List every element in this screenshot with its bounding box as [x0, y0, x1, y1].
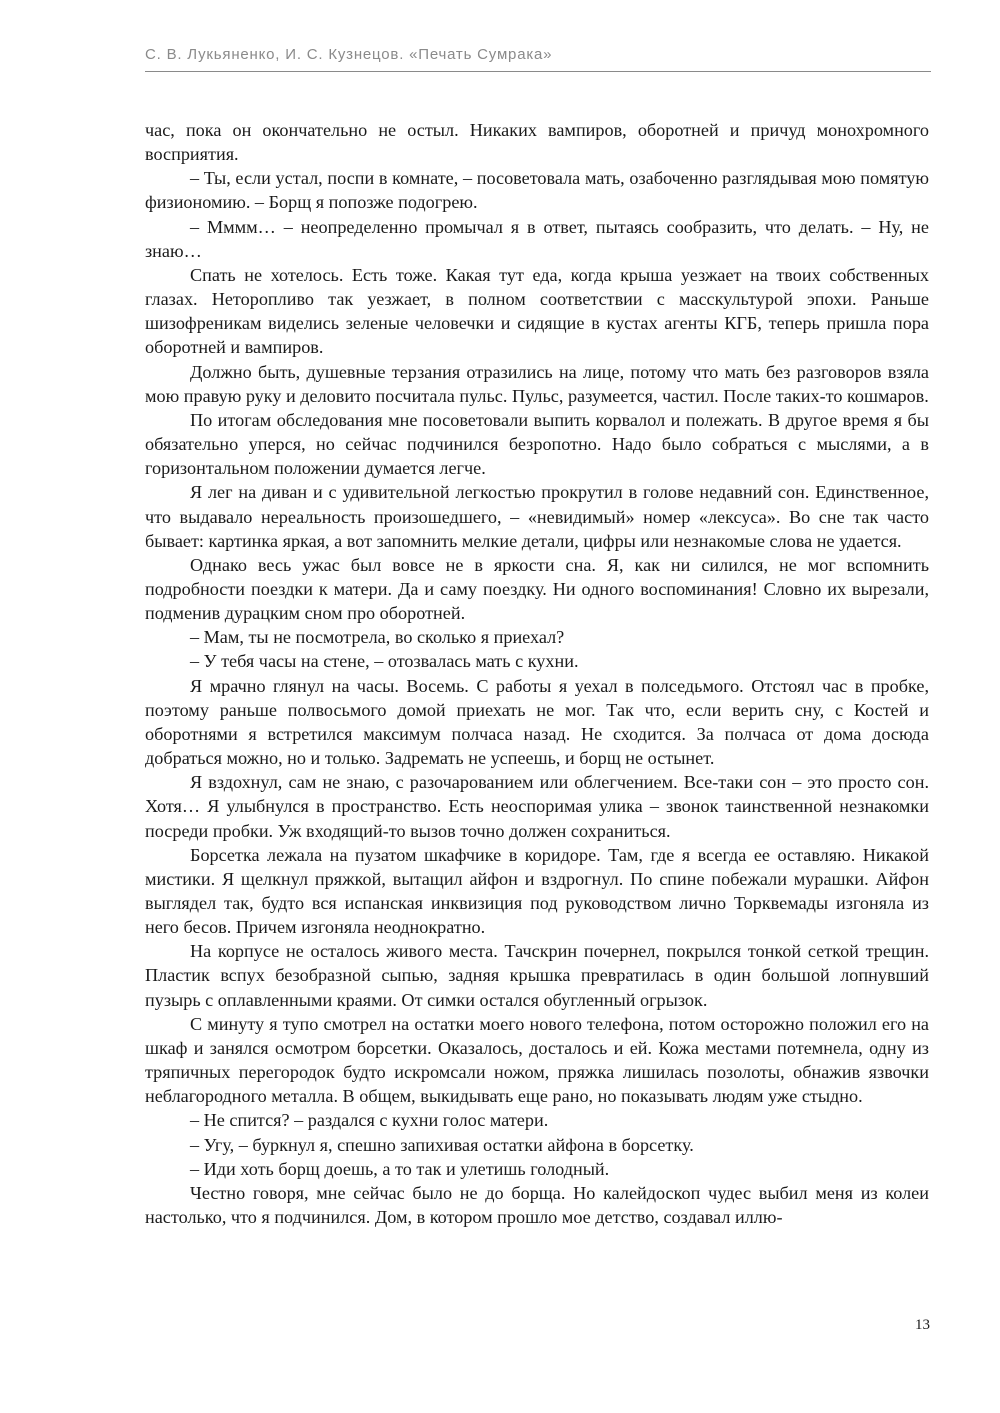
paragraph: – Иди хоть борщ доешь, а то так и улетишь голодный. [190, 1158, 610, 1179]
running-header: С. В. Лукьяненко, И. С. Кузнецов. «Печать Сумрака» [145, 46, 553, 63]
paragraph: С минуту я тупо смотрел на остатки моего нового телефона, потом осторожно положил его на шкаф и занялся осмотром борсетки. Оказалось, досталось и ей. Кожа местами потемнела, одну из тряпичных перегородок будто искромсали ножом, пряжка лишилась позолоты, обнажив язвочки неблагородного металла. В общем, выкидывать еще рано, но показывать людям уже стыдно. [145, 1013, 929, 1107]
paragraph: Я мрачно глянул на часы. Восемь. С работы я уехал в полседьмого. Отстоял час в пробке, поэтому раньше полвосьмого домой приехать не мог. Так что, если верить сну, с Костей и оборотнями я встретился максимум полчаса назад. Не сходится. За полчаса от дома досюда добраться можно, но и только. Задремать не успеешь, и борщ не остынет. [145, 675, 929, 769]
header-divider [145, 71, 931, 72]
paragraph: По итогам обследования мне посоветовали выпить корвалол и полежать. В другое время я бы обязательно уперся, но сейчас подчинился безропотно. Надо было собраться с мыслями, а в горизонтальном положении думается легче. [145, 409, 929, 479]
paragraph: час, пока он окончательно не остыл. Никаких вампиров, оборотней и причуд монохромного восприятия. [145, 120, 929, 165]
paragraph: Спать не хотелось. Есть тоже. Какая тут еда, когда крыша уезжает на твоих собственных глазах. Неторопливо так уезжает, в полном соответствии с масскультурой эпохи. Раньше шизофреникам виделись зеленые человечки и сидящие в кустах агенты КГБ, теперь пришла пора оборотней и вампиров. [145, 264, 929, 358]
paragraph: – Угу, – буркнул я, спешно запихивая остатки айфона в борсетку. [190, 1134, 694, 1155]
paragraph: Борсетка лежала на пузатом шкафчике в коридоре. Там, где я всегда ее оставляю. Никакой мистики. Я щелкнул пряжкой, вытащил айфон и вздрогнул. По спине побежали мурашки. Айфон выглядел так, будто вся испанская инквизиция под руководством лично Торквемады изгоняла из него бесов. Причем изгоняла неоднократно. [145, 844, 929, 938]
paragraph: Честно говоря, мне сейчас было не до борща. Но калейдоскоп чудес выбил меня из колеи настолько, что я подчинился. Дом, в котором прошло мое детство, создавал иллю- [145, 1182, 929, 1228]
paragraph: Я лег на диван и с удивительной легкостью прокрутил в голове недавний сон. Единственное, что выдавало нереальность произошедшего, – «невидимый» номер «лексуса». Во сне так часто бывает: картинка яркая, а вот запомнить мелкие детали, цифры или незнакомые слова не удается. [145, 482, 929, 551]
paragraph: – У тебя часы на стене, – отозвалась мать с кухни. [190, 651, 579, 672]
paragraph: На корпусе не осталось живого места. Тачскрин почернел, покрылся тонкой сеткой трещин. Пластик вспух безобразной сыпью, задняя крышка превратилась в один большой лопнувший пузырь с оплавленными краями. От симки остался обугленный огрызок. [145, 941, 929, 1010]
paragraph: – Мммм… – неопределенно промычал я в ответ, пытаясь сообразить, что делать. – Ну, не знаю… [145, 216, 929, 261]
paragraph: – Не спится? – раздался с кухни голос матери. [190, 1110, 549, 1131]
paragraph: – Ты, если устал, поспи в комнате, – посоветовала мать, озабоченно разглядывая мою помятую физиономию. – Борщ я попозже подогрею. [145, 168, 929, 213]
page-number: 13 [915, 1317, 930, 1333]
paragraph: – Мам, ты не посмотрела, во сколько я приехал? [190, 627, 565, 648]
paragraph: Я вздохнул, сам не знаю, с разочарованием или облегчением. Все-таки сон – это просто сон. Хотя… Я улыбнулся в пространство. Есть неоспоримая улика – звонок таинственной незнакомки посреди пробки. Уж входящий-то вызов точно должен сохраниться. [145, 772, 929, 841]
paragraph: Должно быть, душевные терзания отразились на лице, потому что мать без разговоров взяла мою правую руку и деловито посчитала пульс. Пульс, разумеется, частил. После таких-то кошмаров. [145, 361, 929, 406]
paragraph: Однако весь ужас был вовсе не в яркости сна. Я, как ни силился, не мог вспомнить подробности поездки к матери. Да и саму поездку. Ни одного воспоминания! Словно их вырезали, подменив дурацким сном про оборотней. [145, 554, 929, 624]
body-text [145, 118, 929, 1229]
